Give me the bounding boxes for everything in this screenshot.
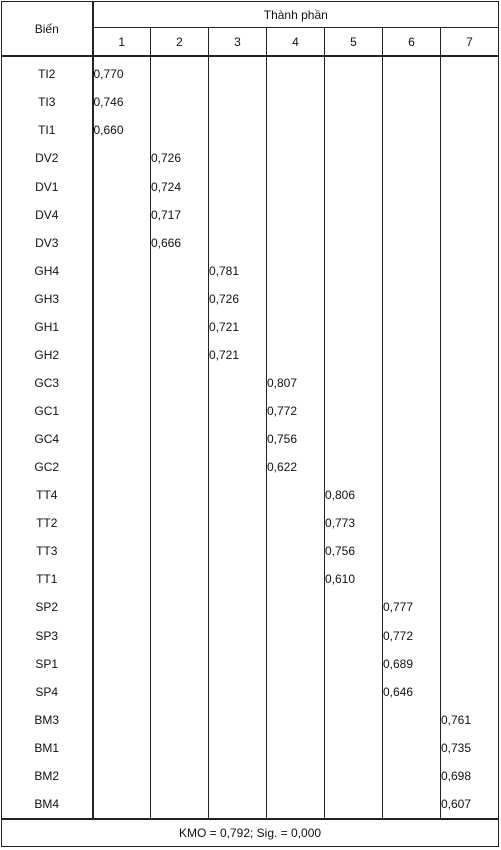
loading-cell-component-4: 0,772 xyxy=(267,397,325,425)
table-row xyxy=(2,509,499,537)
table-row xyxy=(2,229,499,257)
loading-cell-component-5 xyxy=(325,790,383,819)
header-row-group xyxy=(2,2,499,28)
loading-cell-component-6 xyxy=(383,172,441,200)
loading-cell-component-5 xyxy=(325,453,383,481)
variable-name-cell: GC2 xyxy=(2,453,93,481)
variable-name-cell: TT4 xyxy=(2,481,93,509)
variable-column-header: Biến xyxy=(2,2,93,57)
loading-cell-component-6 xyxy=(383,481,441,509)
table-row xyxy=(2,285,499,313)
loading-cell-component-1 xyxy=(93,144,151,172)
loading-cell-component-5 xyxy=(325,88,383,116)
loading-cell-component-7 xyxy=(441,453,499,481)
loading-cell-component-2 xyxy=(151,593,209,621)
loading-cell-component-4: 0,807 xyxy=(267,369,325,397)
variable-name-cell: DV3 xyxy=(2,229,93,257)
loading-cell-component-7 xyxy=(441,201,499,229)
loading-cell-component-3: 0,726 xyxy=(209,285,267,313)
loading-cell-component-5 xyxy=(325,201,383,229)
loading-cell-component-7 xyxy=(441,172,499,200)
loading-cell-component-1: 0,660 xyxy=(93,116,151,144)
variable-name-cell: SP1 xyxy=(2,650,93,678)
loading-cell-component-1 xyxy=(93,593,151,621)
loading-cell-component-1 xyxy=(93,341,151,369)
table-row xyxy=(2,706,499,734)
loading-cell-component-1 xyxy=(93,453,151,481)
loading-cell-component-3 xyxy=(209,593,267,621)
table-row xyxy=(2,88,499,116)
loading-cell-component-2 xyxy=(151,509,209,537)
loading-cell-component-6 xyxy=(383,369,441,397)
loading-cell-component-1 xyxy=(93,425,151,453)
loading-cell-component-7 xyxy=(441,144,499,172)
loading-cell-component-7 xyxy=(441,481,499,509)
loading-cell-component-1 xyxy=(93,790,151,819)
loading-cell-component-1 xyxy=(93,650,151,678)
rotated-component-matrix xyxy=(1,1,499,847)
table-row xyxy=(2,397,499,425)
loading-cell-component-3 xyxy=(209,88,267,116)
loading-cell-component-3 xyxy=(209,369,267,397)
variable-name-cell: TI3 xyxy=(2,88,93,116)
loading-cell-component-4 xyxy=(267,285,325,313)
loading-cell-component-3 xyxy=(209,229,267,257)
loading-cell-component-5 xyxy=(325,285,383,313)
loading-cell-component-2 xyxy=(151,762,209,790)
loading-cell-component-4 xyxy=(267,734,325,762)
loading-cell-component-6 xyxy=(383,734,441,762)
variable-name-cell: TI2 xyxy=(2,56,93,88)
variable-name-cell: BM3 xyxy=(2,706,93,734)
loading-cell-component-1 xyxy=(93,621,151,649)
loading-cell-component-6 xyxy=(383,565,441,593)
component-header-4: 4 xyxy=(267,28,325,57)
loading-cell-component-5 xyxy=(325,313,383,341)
loading-cell-component-5 xyxy=(325,593,383,621)
loading-cell-component-3 xyxy=(209,650,267,678)
table-header xyxy=(2,2,499,57)
table-row xyxy=(2,369,499,397)
loading-cell-component-7 xyxy=(441,257,499,285)
loading-cell-component-5 xyxy=(325,425,383,453)
table-row xyxy=(2,593,499,621)
loading-cell-component-1 xyxy=(93,229,151,257)
loading-cell-component-3 xyxy=(209,201,267,229)
loading-cell-component-3 xyxy=(209,790,267,819)
component-header-6: 6 xyxy=(383,28,441,57)
loading-cell-component-5 xyxy=(325,397,383,425)
loading-cell-component-5: 0,806 xyxy=(325,481,383,509)
loading-cell-component-2 xyxy=(151,453,209,481)
variable-name-cell: GH1 xyxy=(2,313,93,341)
loading-cell-component-3 xyxy=(209,706,267,734)
loading-cell-component-6 xyxy=(383,341,441,369)
variable-name-cell: BM2 xyxy=(2,762,93,790)
loading-cell-component-2 xyxy=(151,790,209,819)
loading-cell-component-2 xyxy=(151,56,209,88)
table-row xyxy=(2,116,499,144)
loading-cell-component-3 xyxy=(209,172,267,200)
loading-cell-component-3 xyxy=(209,116,267,144)
loading-cell-component-3: 0,781 xyxy=(209,257,267,285)
loading-cell-component-4 xyxy=(267,257,325,285)
table-row xyxy=(2,762,499,790)
variable-name-cell: GC4 xyxy=(2,425,93,453)
loading-cell-component-1 xyxy=(93,201,151,229)
loading-cell-component-7 xyxy=(441,678,499,706)
loading-cell-component-3: 0,721 xyxy=(209,341,267,369)
table-footer xyxy=(2,819,499,847)
loading-cell-component-1 xyxy=(93,509,151,537)
variable-name-cell: BM1 xyxy=(2,734,93,762)
loading-cell-component-6 xyxy=(383,229,441,257)
table-row xyxy=(2,453,499,481)
loading-cell-component-5: 0,610 xyxy=(325,565,383,593)
variable-name-cell: BM4 xyxy=(2,790,93,819)
loading-cell-component-5: 0,756 xyxy=(325,537,383,565)
loading-cell-component-4 xyxy=(267,706,325,734)
loading-cell-component-4 xyxy=(267,593,325,621)
loading-cell-component-3 xyxy=(209,537,267,565)
loading-cell-component-7 xyxy=(441,116,499,144)
loading-cell-component-2: 0,726 xyxy=(151,144,209,172)
loading-cell-component-2 xyxy=(151,257,209,285)
loading-cell-component-2 xyxy=(151,116,209,144)
loading-cell-component-7: 0,607 xyxy=(441,790,499,819)
loading-cell-component-2 xyxy=(151,425,209,453)
variable-name-cell: TT2 xyxy=(2,509,93,537)
loading-cell-component-7 xyxy=(441,369,499,397)
loading-cell-component-6: 0,777 xyxy=(383,593,441,621)
variable-name-cell: GC3 xyxy=(2,369,93,397)
loading-cell-component-5 xyxy=(325,369,383,397)
loading-cell-component-2 xyxy=(151,621,209,649)
loading-cell-component-5 xyxy=(325,341,383,369)
table-row xyxy=(2,481,499,509)
loading-cell-component-4 xyxy=(267,790,325,819)
loading-cell-component-2: 0,666 xyxy=(151,229,209,257)
variable-name-cell: TI1 xyxy=(2,116,93,144)
loading-cell-component-4: 0,756 xyxy=(267,425,325,453)
loading-cell-component-5 xyxy=(325,56,383,88)
variable-name-cell: DV2 xyxy=(2,144,93,172)
loading-cell-component-6: 0,646 xyxy=(383,678,441,706)
loading-cell-component-7 xyxy=(441,313,499,341)
table-row xyxy=(2,621,499,649)
loading-cell-component-4 xyxy=(267,144,325,172)
loading-cell-component-2 xyxy=(151,369,209,397)
loading-cell-component-3 xyxy=(209,56,267,88)
table-row xyxy=(2,537,499,565)
kmo-sig-note: KMO = 0,792; Sig. = 0,000 xyxy=(2,819,499,847)
loading-cell-component-3 xyxy=(209,734,267,762)
loading-cell-component-3 xyxy=(209,678,267,706)
loading-cell-component-7 xyxy=(441,621,499,649)
loading-cell-component-6 xyxy=(383,257,441,285)
loading-cell-component-1 xyxy=(93,481,151,509)
loading-cell-component-1 xyxy=(93,734,151,762)
loading-cell-component-4 xyxy=(267,201,325,229)
loading-cell-component-1 xyxy=(93,369,151,397)
loading-cell-component-1 xyxy=(93,397,151,425)
loading-cell-component-3 xyxy=(209,397,267,425)
loading-cell-component-6 xyxy=(383,144,441,172)
loading-cell-component-6 xyxy=(383,537,441,565)
loading-cell-component-1 xyxy=(93,257,151,285)
component-header-5: 5 xyxy=(325,28,383,57)
loading-cell-component-3 xyxy=(209,144,267,172)
loading-cell-component-7 xyxy=(441,88,499,116)
component-group-header: Thành phần xyxy=(93,2,499,28)
variable-name-cell: DV4 xyxy=(2,201,93,229)
loading-cell-component-4 xyxy=(267,172,325,200)
loading-cell-component-4 xyxy=(267,481,325,509)
loading-cell-component-1 xyxy=(93,678,151,706)
loading-cell-component-5 xyxy=(325,144,383,172)
variable-name-cell: TT1 xyxy=(2,565,93,593)
component-header-2: 2 xyxy=(151,28,209,57)
component-header-1: 1 xyxy=(93,28,151,57)
loading-cell-component-6 xyxy=(383,453,441,481)
loading-cell-component-7 xyxy=(441,341,499,369)
loading-cell-component-4 xyxy=(267,56,325,88)
variable-name-cell: GC1 xyxy=(2,397,93,425)
loading-cell-component-4 xyxy=(267,621,325,649)
loading-cell-component-5 xyxy=(325,172,383,200)
loading-cell-component-6: 0,772 xyxy=(383,621,441,649)
loading-cell-component-7 xyxy=(441,285,499,313)
loading-cell-component-6 xyxy=(383,762,441,790)
loading-cell-component-4 xyxy=(267,509,325,537)
loading-cell-component-1 xyxy=(93,313,151,341)
loading-cell-component-3 xyxy=(209,509,267,537)
loading-cell-component-4 xyxy=(267,678,325,706)
loading-cell-component-7: 0,761 xyxy=(441,706,499,734)
table-row xyxy=(2,313,499,341)
loading-cell-component-1 xyxy=(93,565,151,593)
loading-cell-component-3 xyxy=(209,565,267,593)
loading-cell-component-7 xyxy=(441,397,499,425)
table-row xyxy=(2,257,499,285)
loading-cell-component-2 xyxy=(151,734,209,762)
loading-cell-component-1 xyxy=(93,762,151,790)
loading-cell-component-5: 0,773 xyxy=(325,509,383,537)
loading-cell-component-4 xyxy=(267,88,325,116)
loading-cell-component-1 xyxy=(93,172,151,200)
loading-cell-component-5 xyxy=(325,229,383,257)
loading-cell-component-2 xyxy=(151,313,209,341)
loading-cell-component-4 xyxy=(267,762,325,790)
loading-cell-component-2 xyxy=(151,678,209,706)
loading-cell-component-4 xyxy=(267,229,325,257)
component-header-7: 7 xyxy=(441,28,499,57)
variable-name-cell: DV1 xyxy=(2,172,93,200)
loading-cell-component-2: 0,724 xyxy=(151,172,209,200)
table-row xyxy=(2,790,499,819)
loading-cell-component-7 xyxy=(441,229,499,257)
loading-cell-component-5 xyxy=(325,734,383,762)
loading-cell-component-2 xyxy=(151,481,209,509)
table-row xyxy=(2,678,499,706)
loading-cell-component-2 xyxy=(151,565,209,593)
table-row xyxy=(2,201,499,229)
loading-cell-component-2 xyxy=(151,706,209,734)
loading-cell-component-7 xyxy=(441,593,499,621)
table-row xyxy=(2,650,499,678)
loading-cell-component-5 xyxy=(325,621,383,649)
loading-cell-component-2 xyxy=(151,285,209,313)
loading-cell-component-6 xyxy=(383,397,441,425)
loading-cell-component-6 xyxy=(383,201,441,229)
loading-cell-component-3 xyxy=(209,481,267,509)
loading-cell-component-7 xyxy=(441,565,499,593)
footer-row xyxy=(2,819,499,847)
table-row xyxy=(2,144,499,172)
loading-cell-component-6 xyxy=(383,706,441,734)
variable-name-cell: SP2 xyxy=(2,593,93,621)
loading-cell-component-1: 0,746 xyxy=(93,88,151,116)
loading-cell-component-4 xyxy=(267,116,325,144)
loading-cell-component-3 xyxy=(209,425,267,453)
loading-cell-component-3: 0,721 xyxy=(209,313,267,341)
loading-cell-component-6 xyxy=(383,425,441,453)
table-row xyxy=(2,425,499,453)
loading-cell-component-4 xyxy=(267,341,325,369)
loading-cell-component-6: 0,689 xyxy=(383,650,441,678)
loading-cell-component-2 xyxy=(151,397,209,425)
table-row xyxy=(2,172,499,200)
loading-cell-component-7 xyxy=(441,537,499,565)
loading-cell-component-7: 0,698 xyxy=(441,762,499,790)
variable-name-cell: SP4 xyxy=(2,678,93,706)
loading-cell-component-3 xyxy=(209,453,267,481)
loading-cell-component-1 xyxy=(93,285,151,313)
loading-cell-component-3 xyxy=(209,621,267,649)
loading-cell-component-5 xyxy=(325,706,383,734)
loading-cell-component-4 xyxy=(267,565,325,593)
loading-cell-component-6 xyxy=(383,509,441,537)
table-body xyxy=(2,56,499,819)
component-header-3: 3 xyxy=(209,28,267,57)
loading-cell-component-7 xyxy=(441,509,499,537)
table-row xyxy=(2,565,499,593)
loading-cell-component-5 xyxy=(325,116,383,144)
loading-cell-component-4: 0,622 xyxy=(267,453,325,481)
loading-cell-component-5 xyxy=(325,762,383,790)
loading-cell-component-6 xyxy=(383,56,441,88)
loading-cell-component-2 xyxy=(151,341,209,369)
loading-cell-component-5 xyxy=(325,257,383,285)
variable-name-cell: TT3 xyxy=(2,537,93,565)
table-row xyxy=(2,734,499,762)
loading-cell-component-1 xyxy=(93,537,151,565)
loading-cell-component-5 xyxy=(325,678,383,706)
loading-cell-component-4 xyxy=(267,537,325,565)
loading-cell-component-1: 0,770 xyxy=(93,56,151,88)
loading-cell-component-2 xyxy=(151,537,209,565)
loading-cell-component-2 xyxy=(151,88,209,116)
loading-cell-component-3 xyxy=(209,762,267,790)
variable-name-cell: GH3 xyxy=(2,285,93,313)
loading-cell-component-6 xyxy=(383,313,441,341)
variable-name-cell: GH4 xyxy=(2,257,93,285)
loading-cell-component-7: 0,735 xyxy=(441,734,499,762)
loading-cell-component-2 xyxy=(151,650,209,678)
loading-cell-component-6 xyxy=(383,790,441,819)
loading-cell-component-4 xyxy=(267,650,325,678)
loading-cell-component-5 xyxy=(325,650,383,678)
loading-cell-component-2: 0,717 xyxy=(151,201,209,229)
variable-name-cell: SP3 xyxy=(2,621,93,649)
loading-cell-component-7 xyxy=(441,425,499,453)
variable-name-cell: GH2 xyxy=(2,341,93,369)
loading-cell-component-1 xyxy=(93,706,151,734)
table-row xyxy=(2,56,499,88)
table-row xyxy=(2,341,499,369)
loading-cell-component-7 xyxy=(441,650,499,678)
loading-cell-component-6 xyxy=(383,88,441,116)
loading-cell-component-6 xyxy=(383,285,441,313)
loading-cell-component-4 xyxy=(267,313,325,341)
loading-cell-component-6 xyxy=(383,116,441,144)
loading-cell-component-7 xyxy=(441,56,499,88)
